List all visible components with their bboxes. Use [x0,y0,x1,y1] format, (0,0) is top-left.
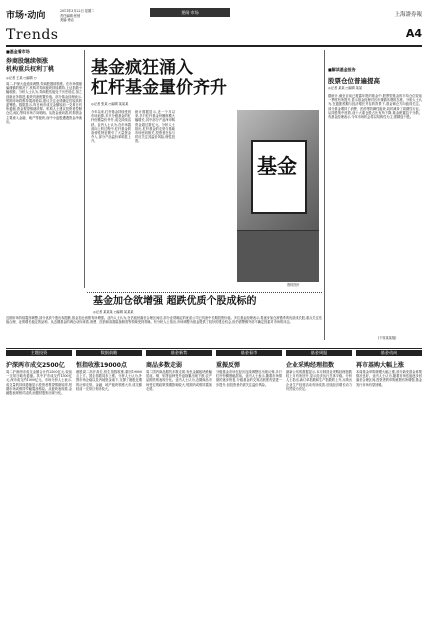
bottom-banner: 基金新势 [146,350,212,356]
column-divider [84,50,85,288]
section-title-en: Trends [6,27,59,43]
bottom-banner: 主题投资 [6,350,72,356]
lead-headline-2: 杠杆基金量价齐升 [91,78,227,98]
lead-body-col-1: 今年以来,杠杆基金持续受到市场追捧,多只分级基金的杠杆份额量价齐升,成交持续活跃。业内人士认为,在市场震荡向上的过程中,杠杆基金的高弹性特征吸引了大量资金介入,部分产品溢价率明显上升。 [91,110,131,144]
bottom-story [286,360,352,622]
bottom-banner: 基金动向 [356,350,422,356]
bottom-story [216,360,282,622]
masthead [0,0,428,48]
photo-sign [251,140,307,214]
bottom-story-body: 周二沪深两市成交金额合计约2500亿元,较前一交易日略有萎缩。其中沪市成交约1500亿元,深市成交约1000亿元。市场分析人士表示,成交量的持续萎缩显示投资者观望情绪较浓,短期市场或维持窄幅震荡格局。从板块表现看,金融股表现相对活跃,而题材股则出现分化。 [6,370,72,396]
bottom-story-title: 商品多数走弱 [146,362,183,369]
bottom-story-body: 港股周二高开高走,恒生指数收涨,重回19000点上方。国企指数同步上涨。分析人士认为,外围市场企稳以及内地资金南下,支撑了港股近期的反弹走势。金融、地产板块领涨大市,成交额较前一交易日有所放大。 [76,370,142,391]
paper-name: 上海證券報 [394,12,422,18]
bottom-section-rule [6,348,422,349]
bottom-story-body: 分级基金市场在经历连续调整后出现反弹,多只杠杆份额涨幅居前。业内人士表示,随着市场情绪的逐步恢复,分级基金的交易活跃度有望进一步提升,但投资者仍需关注溢价风险。 [216,370,282,387]
left-column-body: 周二,沪深大盘延续调整,券商股继续领涨。在市场情绪偏谨慎的情况下,机构对券商板块持续增持,上证指数小幅收跌。分析人士认为,券商股估值处于历史低位,加之创新业务推进,板块具备配置价值。部分基金经理表示,短期市场将维持震荡格局,建议关注业绩确定性较高的蓝筹股。数据显示,昨日两市成交金额较前一交易日有所萎缩,资金观望情绪浓厚。机构人士建议投资者控制仓位,耐心等待市场方向明朗。从资金流向看,机构资金主要流入金融、地产等板块,而中小盘股遭遇资金净流出。 [6,82,82,124]
bottom-banner-row [6,350,422,357]
left-column-label: ■基金看市场 [6,49,30,54]
bottom-story-title: 企业采购经理指数 [286,362,335,369]
lead-body-col-2: 统计数据显示,近一个月以来,多只杠杆基金份额规模大幅增长,其中部分产品净申购资金超过数亿元。分析人士指出,杠杆基金的走势与基础市场密切相关,投资者在参与时应关注其溢价风险,理性投资。 [135,110,175,144]
bottom-story-body: 周二国内商品期货多数走弱,有色金属板块跌幅居前。铜、铝等品种受外盘拖累出现下跌,农产品期货则表现分化。业内人士认为,近期商品市场受宏观政策预期影响较大,短期内或维持震荡走势。 [146,370,212,391]
mid-story-body: 近期市场持续震荡调整,部分优质个股出现超跌,基金加仓意愿有所增强。业内人士认为,在估值回落至合理区间后,部分业绩确定的优质公司已具备中长期投资价值。多位基金经理表示,将逐步加仓被错杀的优质成长股,重点关注估值合理、业绩增长稳定的品种。从近期基金的调仓动向来看,消费、医药和高端装备制造等领域受到青睐。有分析人士指出,市场调整为基金提供了较好的建仓机会,但仍需警惕外部不确定因素对市场的冲击。 [6,316,322,325]
right-column-label: ■解读基金报告 [328,67,356,72]
bottom-story-body: 本周基金申购规模大幅上涨,部分新发基金募集情况良好。业内人士认为,随着市场估值逐步回落至合理区间,投资者的申购意愿有所增强,基金发行市场有望回暖。 [356,370,422,387]
right-column [328,50,422,350]
bottom-story-title: 恒指收涨19000点 [76,362,127,369]
photo-hand [237,230,319,282]
lead-story [87,50,322,290]
lead-headline-1: 基金疯狂涌入 [91,58,193,78]
section-title-cn: 市场·动向 [6,11,46,21]
photo-sign-text: 基金 [257,154,297,178]
bottom-story [6,360,72,622]
right-column-title: 股票仓位普遍提高 [328,77,380,85]
right-column-byline: ◎记者 某某 ○编辑 某某 [328,86,363,90]
bottom-story-title: 重振反弹 [216,362,241,369]
date-line: 2011年3月22日 星期二 [60,9,95,13]
left-column-title: 券商股继续领涨 机构重兵权利丁桃 [6,58,55,73]
date-line: 美编:徐洁 [60,18,74,22]
date-block [60,9,94,23]
date-line: 责任编辑:张弛 [60,13,81,18]
mid-story-rule [87,292,322,293]
bottom-story-title: 再市基购大幅上涨 [356,362,405,369]
lead-byline: ◎记者 张某 ○编辑 某某某 [91,102,129,106]
bottom-story-title: 沪深两市成交2500亿 [6,362,65,369]
bottom-story [146,360,212,622]
column-divider [324,50,325,340]
bottom-story [356,360,422,622]
edition-box: 要闻·市场 [150,8,230,17]
bottom-banner: 基金看市 [216,350,282,356]
masthead-rule [6,45,422,47]
right-column-footer: (下转某某版) [378,336,397,340]
lead-photo [237,110,319,282]
photo-credit: 资料图片 [287,283,300,287]
mid-story-byline: ◎记者 某某某 ○编辑 某某某 [93,310,134,314]
bottom-story-body: 最新公布的数据显示,本月制造业采购经理指数较上月有所回升,显示经济运行总体平稳。分析人士指出,新订单指数和生产指数的上升,反映出企业生产经营活动有所改善,后续经济增长动力仍然较为充足。 [286,370,352,391]
bottom-story [76,360,142,622]
left-column-byline: ◎记者 王某 ○编辑 ○ [6,76,37,80]
left-column [6,50,82,290]
right-column-body: 据统计,截至目前已披露年报的基金中,股票型基金的平均仓位较前一季度有所提升,显示基金经理对后市谨慎乐观的态度。分析人士认为,在通胀预期与经济增长并存的背景下,基金调仓方向值得关注。部分基金增持了消费、医药等防御性板块,同时减持了周期性行业。从持股集中度看,前十大重仓股占比有所下降,基金配置趋于分散。有基金经理表示,今年市场机会将以结构性为主,需精选个股。 [328,94,422,120]
bottom-banner: 基金周报 [286,350,352,356]
bottom-banner: 数据前瞻 [76,350,142,356]
edition-number: A4 [405,27,422,40]
mid-story-headline: 基金加仓欲增强 超跌优质个股成标的 [93,296,257,307]
